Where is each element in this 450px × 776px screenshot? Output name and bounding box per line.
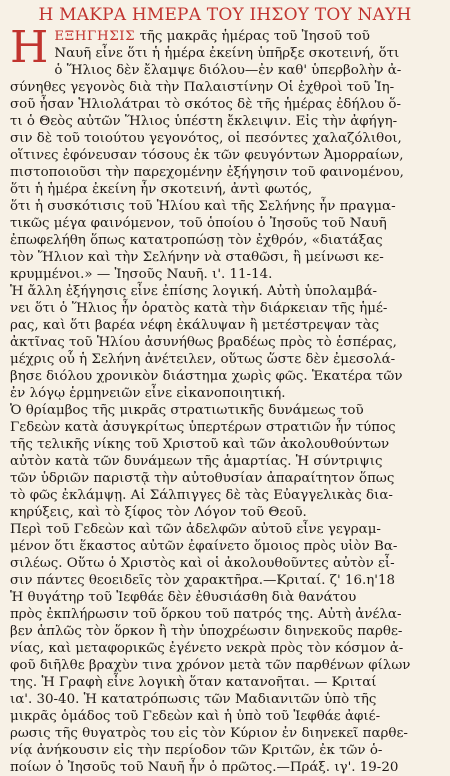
text-line: σύνηθες γεγονὸς διὰ τὴν Παλαιστίνην Οἱ ἐχθροὶ τοῦ Ἰη-: [10, 80, 395, 95]
text-line: ια'. 30-40. Ἡ κατατρόπωσις τῶν Μαδιανιτῶν ὑπὸ τῆς: [10, 692, 377, 707]
paragraph-4: [10, 521, 440, 589]
text-line: σοῦ ἦσαν Ἡλιολάτραι τὸ σκότος δὲ τῆς ἡμέρας ἐδήλου ὅ-: [10, 97, 401, 112]
text-line: ποίων ὁ Ἰησοῦς τοῦ Ναυῆ ἦν ὁ πρῶτος.—Πράξ. ιγ'. 19-20: [10, 760, 399, 775]
text-line: μένον ὅτι ἕκαστος αὐτῶν ἐφαίνετο ὅμοιος πρὸς υἱὸν Βα-: [10, 539, 398, 554]
paragraph-3: [10, 402, 440, 521]
text-line: τικῶς μέγα φαινόμενον, τοῦ ὁποίου ὁ Ἰησοῦς τοῦ Ναυῆ: [10, 216, 387, 231]
text-line: νίᾳ ἀνήκουσιν εἰς τὴν περίοδον τῶν Κριτῶν, ἐκ τῶν ὁ-: [10, 743, 383, 758]
text-line: Ἡ θυγάτηρ τοῦ Ἰεφθάε δὲν ἐθυσιάσθη διὰ θανάτου: [10, 590, 357, 605]
text-line: φοῦ διῆλθε βραχὺν τινα χρόνον μετὰ τῶν παρθένων φίλων: [10, 658, 411, 673]
text-line: ὅτι ἡ ἡμέρα ἐκείνη ἦν σκοτεινή, ἀντὶ φωτός,: [10, 182, 313, 197]
text-line: σιν πάντες θεοειδεῖς τὸν χαρακτῆρα.—Κριταί. ζ' 16.η'18: [10, 573, 396, 588]
first-word: ΕΞΗΓΗΣΙΣ: [54, 29, 136, 44]
page-title: Η ΜΑΚΡΑ ΗΜΕΡΑ ΤΟΥ ΙΗΣΟΥ ΤΟΥ ΝΑΥΗ: [38, 5, 412, 25]
text-line: μικρᾶς ὁμάδος τοῦ Γεδεὼν καὶ ἡ ὑπὸ τοῦ Ἰεφθάε ἀφιέ-: [10, 709, 381, 724]
text-line: τῆς μακρᾶς ἡμέρας τοῦ Ἰησοῦ τοῦ: [135, 29, 370, 44]
text-line: μέχρις οὗ ἡ Σελήνη ἀνέτειλεν, οὕτως ὥστε δὲν ἐμεσολά-: [10, 352, 396, 367]
text-line: σιλέως. Οὕτω ὁ Χριστὸς καὶ οἱ ἀκολουθοῦντες αὐτὸν εἶ-: [10, 556, 395, 571]
article-body: [10, 22, 440, 776]
text-line: κηρύξεις, καὶ τὸ ξίφος τὸν Λόγον τοῦ Θεοῦ.: [10, 505, 307, 520]
text-line: νίας, καὶ μεταφορικῶς ἐγένετο νεκρὰ πρὸς τὸν κόσμον ἀ-: [10, 641, 404, 656]
paragraph-5: [10, 589, 440, 776]
text-line: Περὶ τοῦ Γεδεὼν καὶ τῶν ἀδελφῶν αὐτοῦ εἶνε γεγραμ-: [10, 522, 381, 537]
paragraph-1: [10, 22, 440, 283]
text-line: ὅτι ἡ συσκότισις τοῦ Ἡλίου καὶ τῆς Σελήνης ἦν πραγμα-: [10, 199, 396, 214]
text-line: ἐν λόγῳ ἑρμηνειῶν εἶνε εἰκανοποιητική.: [10, 386, 286, 401]
text-line: σιν δὲ τοῦ τοιούτου γεγονότος, οἱ πεσόντες χαλαζόλιθοι,: [10, 131, 402, 146]
text-line: ρας, καὶ ὅτι βαρέα νέφη ἐκάλυψαν ἢ μετέστρεψαν τὰς: [10, 318, 380, 333]
text-line: αὐτὸν κατὰ τῶν δυνάμεων τῆς ἁμαρτίας. Ἡ σύντριψις: [10, 454, 383, 469]
text-line: ρωσις τῆς θυγατρὸς του εἰς τὸν Κύριον ἐν διηνεκεῖ παρθε-: [10, 726, 408, 741]
text-line: κρυμμένοι.» — Ἰησοῦς Ναυῆ. ι'. 11-14.: [10, 267, 273, 282]
text-line: Ἡ ἄλλη ἐξήγησις εἶνε ἐπίσης λογική. Αὐτὴ ὑπολαμβά-: [10, 284, 378, 299]
text-line: ὁ Ἥλιος δὲν ἔλαμψε διόλου—ἐν καθ' ὑπερβολὴν ἀ-: [54, 63, 402, 78]
text-line: πρὸς ἐκπλήρωσιν τοῦ ὅρκου τοῦ πατρός της. Αὐτὴ ἀνέλα-: [10, 607, 402, 622]
text-line: τῶν ὑδριῶν παριστᾷ τὴν αὐτοθυσίαν ἀπαραίτητον ὅπως: [10, 471, 395, 486]
text-line: οἵτινες ἐφόνευσαν τόσους ἐκ τῶν φευγόντων Ἀμορραίων,: [10, 148, 404, 163]
text-line: νει ὅτι ὁ Ἥλιος ἦν ὁρατὸς κατὰ τὴν διάρκειαν τῆς ἡμέ-: [10, 301, 388, 316]
text-line: Γεδεὼν κατὰ ἀσυγκρίτως ὑπερτέρων στρατιῶν ἦν τύπος: [10, 420, 396, 435]
text-line: πιστοποιοῦσι τὴν παρεχομένην ἐξήγησιν τοῦ φαινομένου,: [10, 165, 404, 180]
text-line: τὸν Ἥλιον καὶ τὴν Σελήνην νὰ σταθῶσι, ἢ μείνωσι κε-: [10, 250, 384, 265]
text-line: τὸ φῶς ἐκλάμψῃ. Αἱ Σάλπιγγες δὲ τὰς Εὐαγγελικὰς δια-: [10, 488, 393, 503]
text-line: Ναυῆ εἶνε ὅτι ἡ ἡμέρα ἐκείνη ὑπῆρξε σκοτεινή, ὅτι: [54, 46, 400, 61]
text-line: ἐπωφελήθη ὅπως κατατροπώσῃ τὸν ἐχθρόν, «διατάξας: [10, 233, 383, 248]
paragraph-2: [10, 283, 440, 402]
text-line: βεν ἁπλῶς τὸν ὅρκον ἢ τὴν ὑποχρέωσιν διηνεκοῦς παρθε-: [10, 624, 403, 639]
text-line: τι ὁ Θεὸς αὐτῶν Ἥλιος ὑπέστη ἔκλειψιν. Εἰς τὴν ἀφήγη-: [10, 114, 398, 129]
drop-cap: Η: [10, 22, 49, 73]
paragraph-1-line-1: [10, 28, 440, 45]
text-line: τῆς τελικῆς νίκης τοῦ Χριστοῦ καὶ τῶν ἀκολουθούντων: [10, 437, 390, 452]
text-line: της. Ἡ Γραφὴ εἶνε λογικὴ ὅταν κατανοῆται. — Κριταί: [10, 675, 377, 690]
text-line: Ὁ θρίαμβος τῆς μικρᾶς στρατιωτικῆς δυνάμεως τοῦ: [10, 403, 364, 418]
text-line: ἀκτῖνας τοῦ Ἡλίου ἀσυνήθως βραδέως πρὸς τὸ ἑσπέρας,: [10, 335, 397, 350]
text-line: βησε διόλου χρονικὸν διάστημα χωρὶς φῶς. Ἑκατέρα τῶν: [10, 369, 403, 384]
